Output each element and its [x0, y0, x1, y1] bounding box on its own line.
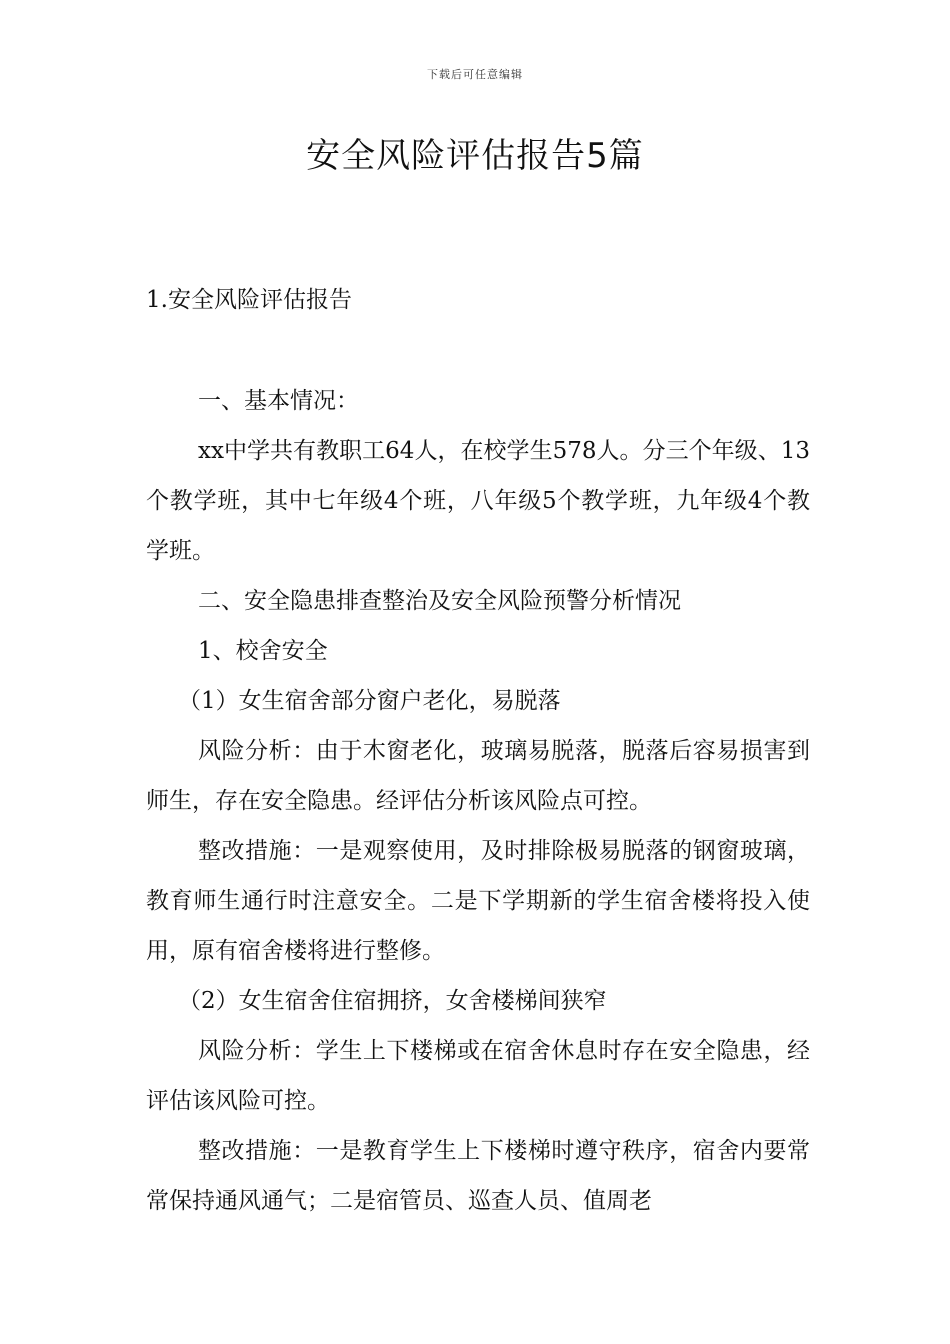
paragraph-hazard-heading: 二、安全隐患排查整治及安全风险预警分析情况: [198, 588, 681, 614]
paragraph-rectification-2: 整改措施：一是教育学生上下楼梯时遵守秩序，宿舍内要常常保持通风通气；二是宿管员、巡查人员、值周老: [146, 1138, 810, 1214]
paragraph-school-building-safety: 1、校舍安全: [198, 638, 328, 664]
header-note: 下载后可任意编辑: [427, 68, 523, 81]
paragraph-basic-info-heading: 一、基本情况：: [198, 388, 359, 414]
section-heading: 1.安全风险评估报告: [146, 287, 352, 313]
paragraph-basic-info: xx中学共有教职工64人，在校学生578人。分三个年级、13个教学班，其中七年级4个班，八年级5个教学班，九年级4个教学班。: [146, 438, 810, 564]
document-body: [146, 376, 810, 1226]
paragraph-rectification-1: 整改措施：一是观察使用，及时排除极易脱落的钢窗玻璃，教育师生通行时注意安全。二是下学期新的学生宿舍楼将投入使用，原有宿舍楼将进行整修。: [146, 838, 810, 964]
paragraph-item-2: （2）女生宿舍住宿拥挤，女舍楼梯间狭窄: [178, 988, 607, 1014]
paragraph-risk-analysis-1: 风险分析：由于木窗老化，玻璃易脱落，脱落后容易损害到师生，存在安全隐患。经评估分析该风险点可控。: [146, 738, 810, 814]
paragraph-risk-analysis-2: 风险分析：学生上下楼梯或在宿舍休息时存在安全隐患，经评估该风险可控。: [146, 1038, 810, 1114]
paragraph-item-1: （1）女生宿舍部分窗户老化，易脱落: [178, 688, 561, 714]
document-title: 安全风险评估报告5篇: [306, 136, 644, 176]
